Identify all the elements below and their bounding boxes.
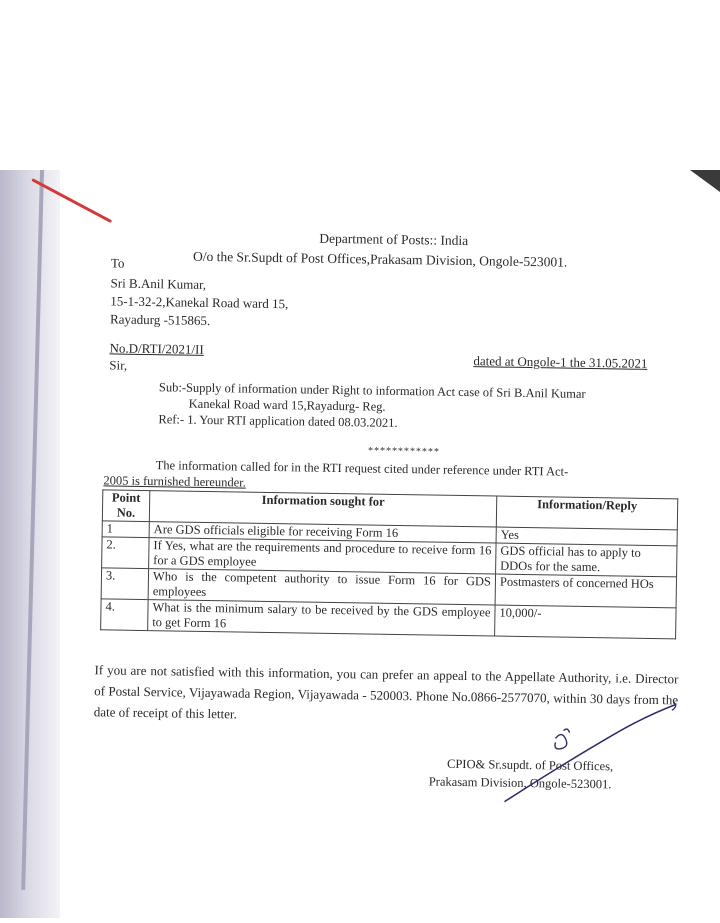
header-point-no: Point No. bbox=[102, 490, 149, 522]
salutation: Sir, bbox=[109, 357, 128, 373]
row-1-reply: Yes bbox=[496, 527, 677, 546]
recipient-city: Rayadurg -515865. bbox=[109, 311, 211, 329]
row-2-sought: If Yes, what are the requirements and procedure to receive form 16 for a GDS employee bbox=[149, 538, 496, 574]
row-3-sought: Who is the competent authority to issue Form 16 for GDS employees bbox=[148, 569, 495, 605]
row-4-no: 4. bbox=[101, 599, 148, 631]
row-2-no: 2. bbox=[102, 537, 149, 569]
to-label: To bbox=[110, 255, 125, 271]
separator: ************ bbox=[367, 445, 441, 458]
subject-line-1: Sub:-Supply of information under Right to information Act case of Sri B.Anil Kumar bbox=[158, 380, 586, 401]
letter-date: dated at Ongole-1 the 31.05.2021 bbox=[473, 353, 648, 371]
reference-line: Ref:- 1. Your RTI application dated 08.03.2021. bbox=[158, 412, 398, 430]
row-4-sought: What is the minimum salary to be received by the GDS employee to get Form 16 bbox=[148, 600, 495, 636]
recipient-name: Sri B.Anil Kumar, bbox=[110, 275, 207, 292]
subject-line-2: Kanekal Road ward 15,Rayadurg- Reg. bbox=[188, 396, 386, 414]
handwritten-signature bbox=[484, 689, 686, 812]
information-table bbox=[100, 489, 678, 639]
row-2-reply: GDS official has to apply to DDOs for the same. bbox=[496, 543, 677, 577]
header-information-reply: Information/Reply bbox=[496, 496, 677, 530]
department-heading: Department of Posts:: India bbox=[319, 230, 469, 249]
appeal-paragraph: If you are not satisfied with this information, you can prefer an appeal to the Appellate Authority, i.e. Director of Postal Service, Vijayawada Region, Vijayawada - 520003. Phone No.0866-2577070, within 30 days from the date of receipt of this letter. bbox=[93, 662, 679, 722]
row-4-reply: 10,000/- bbox=[495, 605, 676, 639]
row-3-no: 3. bbox=[101, 568, 148, 600]
row-1-sought: Are GDS officials eligible for receiving Form 16 bbox=[149, 522, 496, 543]
signatory-designation: CPIO& Sr.supdt. of Post Offices, bbox=[446, 756, 614, 774]
row-3-reply: Postmasters of concerned HOs bbox=[495, 574, 676, 608]
signatory-office: Prakasam Division, Ongole-523001. bbox=[428, 774, 612, 792]
intro-line-2: 2005 is furnished hereunder. bbox=[103, 473, 246, 490]
row-1-no: 1 bbox=[102, 521, 149, 538]
intro-line-1: The information called for in the RTI request cited under reference under RTI Act- bbox=[155, 458, 569, 479]
reference-number: No.D/RTI/2021/II bbox=[109, 340, 204, 357]
header-information-sought: Information sought for bbox=[149, 491, 496, 527]
office-heading: O/o the Sr.Supdt of Post Offices,Prakasam Division, Ongole-523001. bbox=[192, 248, 568, 270]
recipient-street: 15-1-32-2,Kanekal Road ward 15, bbox=[110, 293, 289, 312]
